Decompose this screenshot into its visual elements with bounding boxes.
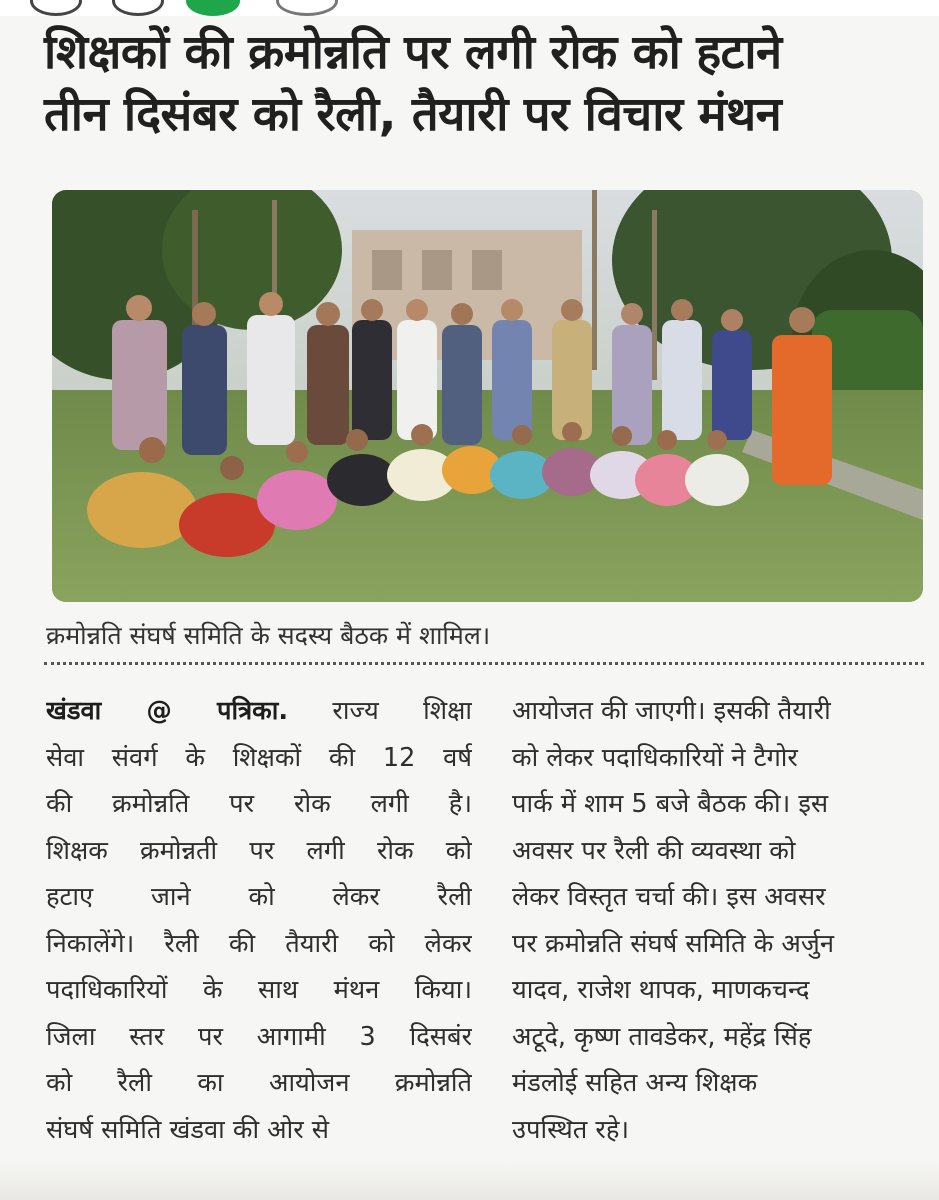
app-icon (112, 0, 164, 16)
article-text: राज्य शिक्षा (332, 696, 472, 726)
article-line: निकालेंगे। रैली की तैयारी को लेकर (46, 928, 472, 959)
article-line: को लेकर पदाधिकारियों ने टैगोर (512, 742, 798, 773)
article-line: सेवा संवर्ग के शिक्षकों की 12 वर्ष (46, 742, 472, 773)
app-icon (30, 0, 82, 16)
article-line: हटाए जाने को लेकर रैली (46, 882, 472, 912)
article-line: को रैली का आयोजन क्रमोन्नति (46, 1068, 472, 1098)
dateline: खंडवा @ पत्रिका. (46, 696, 289, 726)
group-photo-image (52, 190, 923, 602)
app-icon (276, 0, 338, 16)
article-line: उपस्थित रहे। (512, 1114, 630, 1145)
whatsapp-icon (186, 0, 240, 16)
headline-line-2: तीन दिसंबर को रैली, तैयारी पर विचार मंथन (44, 87, 782, 142)
article-line: संघर्ष समिति खंडवा की ओर से (46, 1114, 330, 1145)
photo-caption: क्रमोन्नति संघर्ष समिति के सदस्य बैठक में शामिल। (46, 621, 491, 650)
page-bottom (0, 1160, 939, 1200)
article-line: शिक्षक क्रमोन्नती पर लगी रोक को (46, 835, 472, 866)
article-line (46, 688, 472, 735)
article-line: आयोजत की जाएगी। इसकी तैयारी (512, 696, 831, 726)
article-line: जिला स्तर पर आगामी 3 दिसबंर (46, 1021, 472, 1052)
article-line: अवसर पर रैली की व्यवस्था को (512, 835, 796, 866)
article-line: पार्क में शाम 5 बजे बैठक की। इस (512, 789, 829, 819)
article-line: मंडलोई सहित अन्य शिक्षक (512, 1068, 758, 1098)
article-column-right (512, 688, 939, 1153)
article-column-left (46, 688, 472, 1153)
top-strip (0, 0, 939, 16)
article-line: लेकर विस्तृत चर्चा की। इस अवसर (512, 882, 826, 912)
group-photo (52, 190, 923, 602)
article-line: की क्रमोन्नति पर रोक लगी है। (46, 789, 472, 819)
dotted-divider (44, 662, 924, 665)
article-line: अटूदे, कृष्ण तावडेकर, महेंद्र सिंह (512, 1021, 812, 1052)
article-line: पर क्रमोन्नति संघर्ष समिति के अर्जुन (512, 928, 834, 959)
headline (44, 22, 914, 146)
article-line: पदाधिकारियों के साथ मंथन किया। (46, 975, 472, 1005)
headline-line-1: शिक्षकों की क्रमोन्नति पर लगी रोक को हटाने (44, 25, 782, 80)
article-line: यादव, राजेश थापक, माणकचन्द (512, 975, 810, 1005)
